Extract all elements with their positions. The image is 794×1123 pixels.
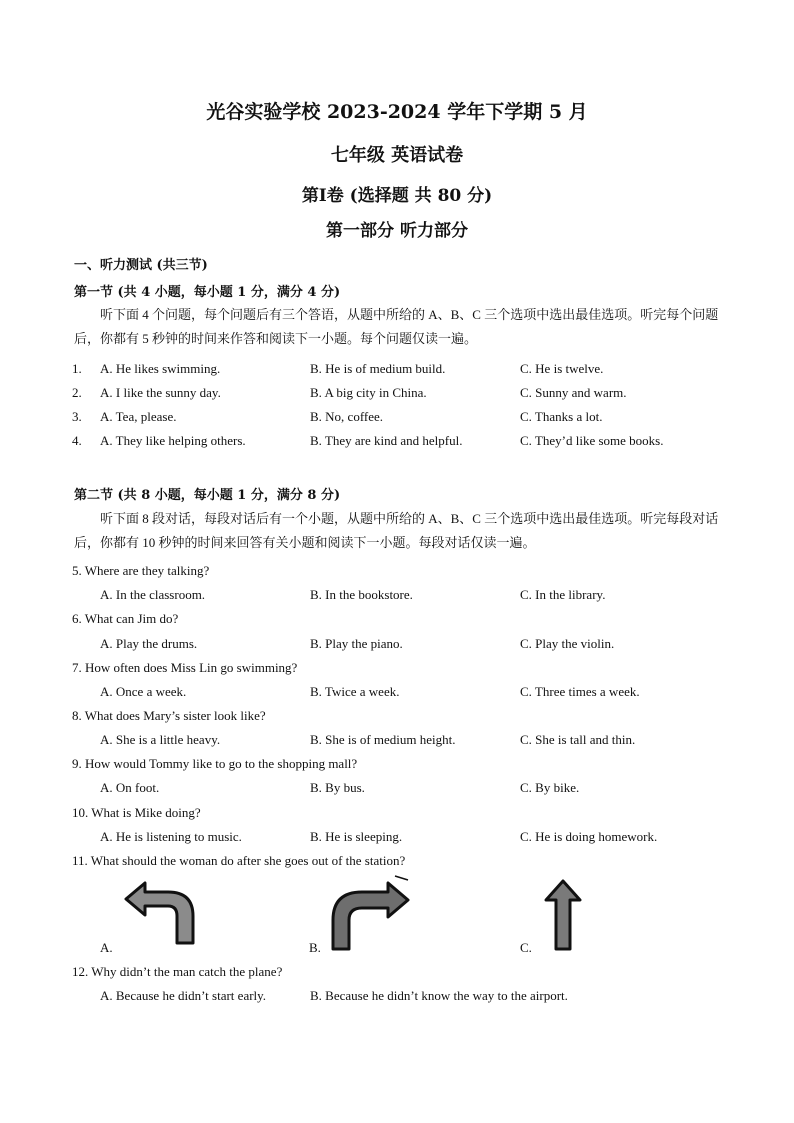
section1-instructions: 听下面 4 个问题，每个问题后有三个答语，从题中所给的 A、B、C 三个选项中选出最佳选项。听完每个问题后，你都有 5 秒钟的时间来作答和阅读下一小题。每个问题仅读一遍。 [74,307,719,346]
part-heading: 第一部分 听力部分 [326,221,468,241]
option-a: A. I like the sunny day. [100,385,221,400]
option-a: A. Because he didn’t start early. [100,988,267,1003]
section2-subheading: 第二节 (共 8 小题，每小题 1 分，满分 8 分) [74,488,341,503]
straight-arrow-icon [543,878,583,952]
option-a: A. He is listening to music. [100,829,242,844]
exam-title: 光谷实验学校 2023-2024 学年下学期 5 月 [206,101,588,123]
option-b: B. He is of medium build. [310,361,446,376]
list-item [72,361,752,381]
option-a: A. In the classroom. [100,587,206,602]
option-a: A. She is a little heavy. [100,732,221,747]
option-b: B. A big city in China. [310,385,427,400]
option-b: B. By bus. [310,780,365,795]
option-c: C. By bike. [520,780,580,795]
option-c: C. He is doing homework. [520,829,658,844]
question-text: 6. What can Jim do? [72,611,179,626]
option-a: A. He likes swimming. [100,361,221,376]
option-a: A. Play the drums. [100,636,198,651]
options-row [72,829,752,849]
option-a: A. Once a week. [100,684,187,699]
option-c: C. She is tall and thin. [520,732,636,747]
question-text: 10. What is Mike doing? [72,805,201,820]
option-c: C. Three times a week. [520,684,640,699]
option-c: C. Thanks a lot. [520,409,603,424]
options-row [72,988,752,1008]
option-b: B. He is sleeping. [310,829,403,844]
section-heading: 一、听力测试 (共三节) [74,258,208,273]
option-b: B. She is of medium height. [310,732,456,747]
question-text: 7. How often does Miss Lin go swimming? [72,660,298,675]
section2-instructions: 听下面 8 段对话，每段对话后有一个小题，从题中所给的 A、B、C 三个选项中选出最佳选项。听完每段对话后，你都有 10 秒钟的时间来回答有关小题和阅读下一小题。每段对话仅读一遍。 [74,511,719,550]
question-text: 9. How would Tommy like to go to the shopping mall? [72,756,358,771]
list-item [72,385,752,405]
question-text: 5. Where are they talking? [72,563,210,578]
option-c: C. He is twelve. [520,361,604,376]
options-row [72,636,752,656]
item-number: 4. [72,433,82,448]
option-c: C. Sunny and warm. [520,385,627,400]
option-a-label: A. [100,940,113,955]
option-c: C. Play the violin. [520,636,615,651]
option-b: B. They are kind and helpful. [310,433,463,448]
option-a: A. Tea, please. [100,409,177,424]
item-number: 3. [72,409,82,424]
item-number: 2. [72,385,82,400]
option-a: A. On foot. [100,780,160,795]
item-number: 1. [72,361,82,376]
turn-left-arrow-icon [122,880,200,946]
question-text: 11. What should the woman do after she goes out of the station? [72,853,406,868]
option-c: C. In the library. [520,587,606,602]
question-text: 8. What does Mary’s sister look like? [72,708,266,723]
options-row [72,587,752,607]
option-a: A. They like helping others. [100,433,246,448]
list-item [72,433,752,453]
option-b: B. Play the piano. [310,636,403,651]
turn-right-arrow-icon [328,874,416,952]
option-b: B. In the bookstore. [310,587,413,602]
options-row [72,780,752,800]
option-b-label: B. [309,940,321,955]
options-row [72,684,752,704]
options-row [72,732,752,752]
option-c: C. They’d like some books. [520,433,664,448]
list-item [72,409,752,429]
section1-subheading: 第一节 (共 4 小题，每小题 1 分，满分 4 分) [74,285,341,300]
option-b: B. No, coffee. [310,409,384,424]
option-b: B. Because he didn’t know the way to the airport. [310,988,568,1003]
exam-subtitle: 七年级 英语试卷 [330,145,464,166]
option-b: B. Twice a week. [310,684,400,699]
option-c-label: C. [520,940,532,955]
volume-heading: 第Ⅰ卷 (选择题 共 80 分) [301,186,493,206]
question-text: 12. Why didn’t the man catch the plane? [72,964,283,979]
